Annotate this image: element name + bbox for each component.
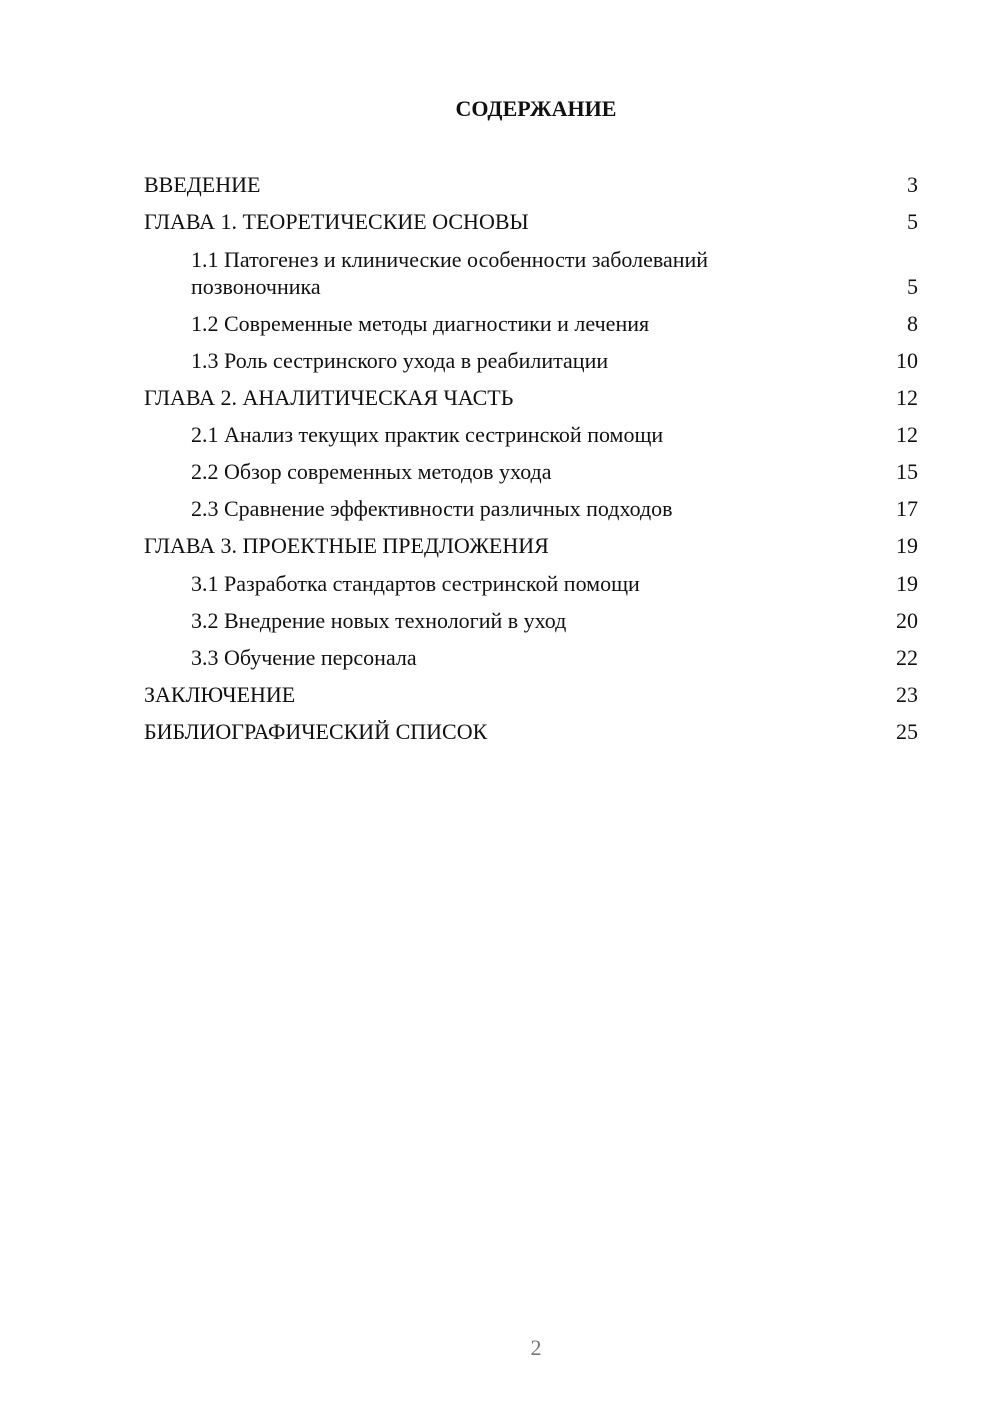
toc-entry-text: БИБЛИОГРАФИЧЕСКИЙ СПИСОК: [144, 719, 488, 744]
toc-entry-bibliography[interactable]: [144, 718, 920, 745]
toc-entry-text: 3.3 Обучение персонала: [191, 645, 417, 670]
toc-entry-page: 10: [896, 348, 918, 373]
toc-entry-page: 15: [896, 459, 918, 484]
toc-entry-chapter-2[interactable]: [144, 384, 920, 411]
toc-entry-section-1-2[interactable]: [191, 310, 920, 337]
toc-entry-text: ГЛАВА 2. АНАЛИТИЧЕСКАЯ ЧАСТЬ: [144, 385, 514, 410]
toc-entry-text: 3.1 Разработка стандартов сестринской помощи: [191, 571, 640, 596]
toc-entry-chapter-3[interactable]: [144, 532, 920, 559]
page-number: 2: [530, 1335, 542, 1360]
toc-entry-section-3-1[interactable]: [191, 570, 920, 597]
toc-entry-section-3-3[interactable]: [191, 644, 920, 671]
toc-entry-page: 22: [896, 645, 918, 670]
toc-entry-page: 17: [896, 496, 918, 521]
toc-entry-text: 1.1 Патогенез и клинические особенности заболеваний позвоночника: [191, 247, 709, 299]
toc-entry-text: ГЛАВА 3. ПРОЕКТНЫЕ ПРЕДЛОЖЕНИЯ: [144, 533, 549, 558]
toc-entry-text: 2.2 Обзор современных методов ухода: [191, 459, 552, 484]
toc-entry-conclusion[interactable]: [144, 681, 920, 708]
toc-entry-page: 12: [896, 422, 918, 447]
toc-entry-page: 20: [896, 608, 918, 633]
toc-entry-page: 5: [907, 274, 918, 299]
toc-entry-section-2-1[interactable]: [191, 421, 920, 448]
toc-entry-text: 2.1 Анализ текущих практик сестринской помощи: [191, 422, 664, 447]
toc-entry-page: 19: [896, 533, 918, 558]
toc-entry-section-1-1[interactable]: [191, 246, 920, 300]
page-title: СОДЕРЖАНИЕ: [455, 96, 617, 121]
toc-entry-section-2-2[interactable]: [191, 458, 920, 485]
toc-entry-page: 12: [896, 385, 918, 410]
toc-entry-text: ВВЕДЕНИЕ: [144, 172, 261, 197]
toc-entry-page: 8: [907, 311, 918, 336]
toc-entry-text: 1.3 Роль сестринского ухода в реабилитации: [191, 348, 609, 373]
toc-entry-text: 2.3 Сравнение эффективности различных подходов: [191, 496, 673, 521]
toc-entry-section-3-2[interactable]: [191, 607, 920, 634]
toc-entry-page: 23: [896, 682, 918, 707]
toc-entry-text: 1.2 Современные методы диагностики и лечения: [191, 311, 650, 336]
toc-entry-section-2-3[interactable]: [191, 495, 920, 522]
toc-entry-page: 3: [907, 172, 918, 197]
toc-entry-page: 19: [896, 571, 918, 596]
toc-entry-introduction[interactable]: [144, 171, 920, 198]
toc-entry-text: 3.2 Внедрение новых технологий в уход: [191, 608, 567, 633]
toc-entry-page: 25: [896, 719, 918, 744]
toc-entry-page: 5: [907, 209, 918, 234]
toc-entry-section-1-3[interactable]: [191, 347, 920, 374]
toc-entry-chapter-1[interactable]: [144, 208, 920, 235]
toc-entry-text: ГЛАВА 1. ТЕОРЕТИЧЕСКИЕ ОСНОВЫ: [144, 209, 529, 234]
toc-entry-text: ЗАКЛЮЧЕНИЕ: [144, 682, 296, 707]
